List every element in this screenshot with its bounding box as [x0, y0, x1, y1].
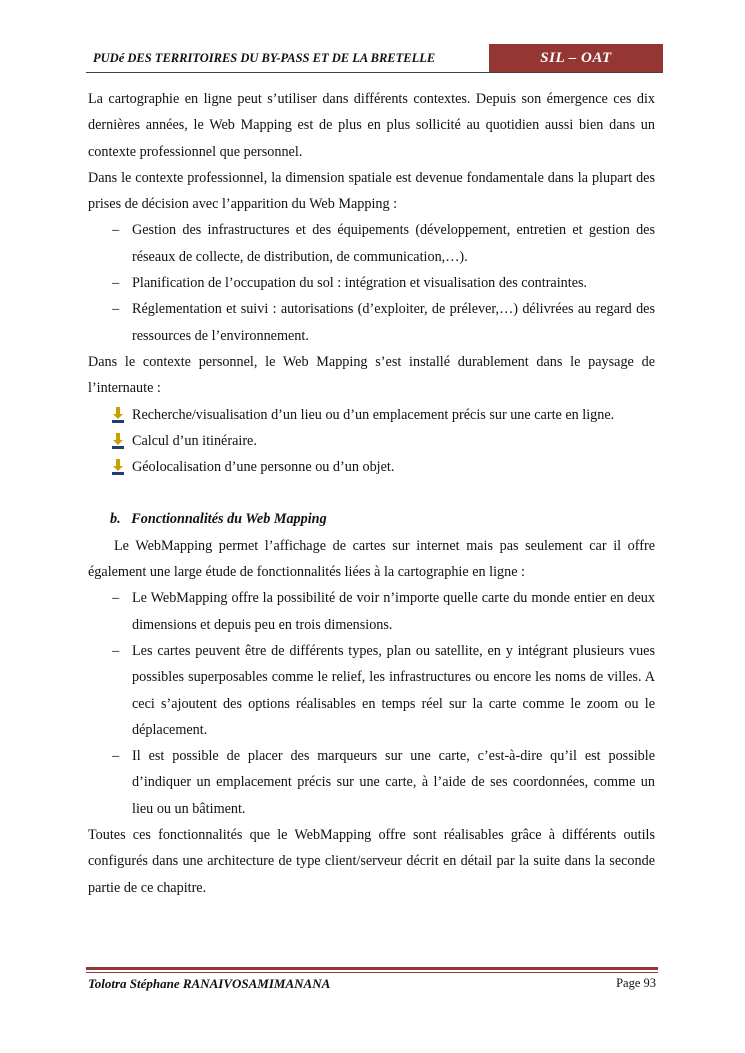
paragraph-personal: Dans le contexte personnel, le Web Mapping s’est installé durablement dans le paysage de l’internaute : — [88, 353, 655, 397]
list-item-text: Les cartes peuvent être de différents types, plan ou satellite, en y intégrant plusieurs vues possibles superposables comme le relief, les infrastructures ou encore les noms de villes. A ceci s’ajoutent des options réalisables en temps réel sur la carte comme le zoom ou le déplacement. — [132, 642, 655, 738]
list-item — [88, 743, 655, 822]
list-item — [88, 402, 655, 428]
paragraph-conclusion: Toutes ces fonctionnalités que le WebMapping offre sont réalisables grâce à différents outils configurés dans une architecture de type client/serveur décrit en détail par la suite dans la seconde partie de ce chapitre. — [88, 827, 655, 896]
paragraph-webmapping: Le WebMapping permet l’affichage de cartes sur internet mais pas seulement car il offre également une large étude de fonctionnalités liées à la cartographie en ligne : — [88, 537, 655, 581]
page-number: Page 93 — [616, 976, 656, 990]
list-item — [88, 454, 655, 480]
list-item — [88, 270, 655, 296]
section-heading: b. Fonctionnalités du Web Mapping — [110, 511, 327, 528]
list-item-text: Il est possible de placer des marqueurs sur une carte, c’est-à-dire qu’il est possible d’indiquer un emplacement précis sur une carte, à l’aide de ses coordonnées, comme un lieu ou un bâtiment. — [132, 748, 655, 817]
list-item — [88, 296, 655, 349]
dash-bullet: – — [112, 590, 120, 607]
dash-bullet: – — [112, 748, 120, 765]
list-item-text: Planification de l’occupation du sol : intégration et visualisation des contraintes. — [132, 275, 588, 292]
footer-author: Tolotra Stéphane RANAIVOSAMIMANANA — [88, 976, 331, 991]
arrow-down-bullet-icon — [111, 433, 125, 449]
paragraph-intro: La cartographie en ligne peut s’utiliser dans différents contextes. Depuis son émergence ces dix dernières années, le Web Mapping est de plus en plus sollicité au quotidien aussi bien dans un contexte professionnel que personnel. — [88, 91, 655, 160]
list-item-text: Réglementation et suivi : autorisations (d’exploiter, de prélever,…) délivrées au regard des ressources de l’environnement. — [132, 301, 655, 344]
list-item — [88, 428, 655, 454]
arrow-down-bullet-icon — [111, 407, 125, 423]
dash-bullet: – — [112, 222, 120, 239]
paragraph-professional: Dans le contexte professionnel, la dimension spatiale est devenue fondamentale dans la plupart des prises de décision avec l’apparition du Web Mapping : — [88, 169, 655, 213]
list-item-text: Gestion des infrastructures et des équipements (développement, entretien et gestion des réseaux de collecte, de distribution, de communication,…). — [132, 222, 655, 265]
professional-list — [88, 217, 655, 348]
footer-rule — [86, 967, 658, 970]
list-item-text: Le WebMapping offre la possibilité de voir n’importe quelle carte du monde entier en deux dimensions et depuis peu en trois dimensions. — [132, 590, 655, 633]
header-badge: SIL – OAT — [489, 44, 663, 72]
footer-rule-thin — [86, 972, 658, 973]
header-title: PUDé DES TERRITOIRES DU BY-PASS ET DE LA BRETELLE — [93, 51, 436, 65]
list-item — [88, 585, 655, 638]
spacer — [88, 480, 655, 506]
header-rule — [86, 72, 663, 73]
list-item-text: Calcul d’un itinéraire. — [132, 432, 257, 449]
list-item — [88, 217, 655, 270]
list-item-text: Recherche/visualisation d’un lieu ou d’un emplacement précis sur une carte en ligne. — [132, 406, 615, 423]
personal-list — [88, 402, 655, 481]
features-list — [88, 585, 655, 822]
list-item-text: Géolocalisation d’une personne ou d’un objet. — [132, 459, 395, 476]
page-content — [88, 86, 655, 901]
dash-bullet: – — [112, 642, 120, 659]
dash-bullet: – — [112, 301, 120, 318]
dash-bullet: – — [112, 275, 120, 292]
arrow-down-bullet-icon — [111, 459, 125, 475]
list-item — [88, 638, 655, 743]
